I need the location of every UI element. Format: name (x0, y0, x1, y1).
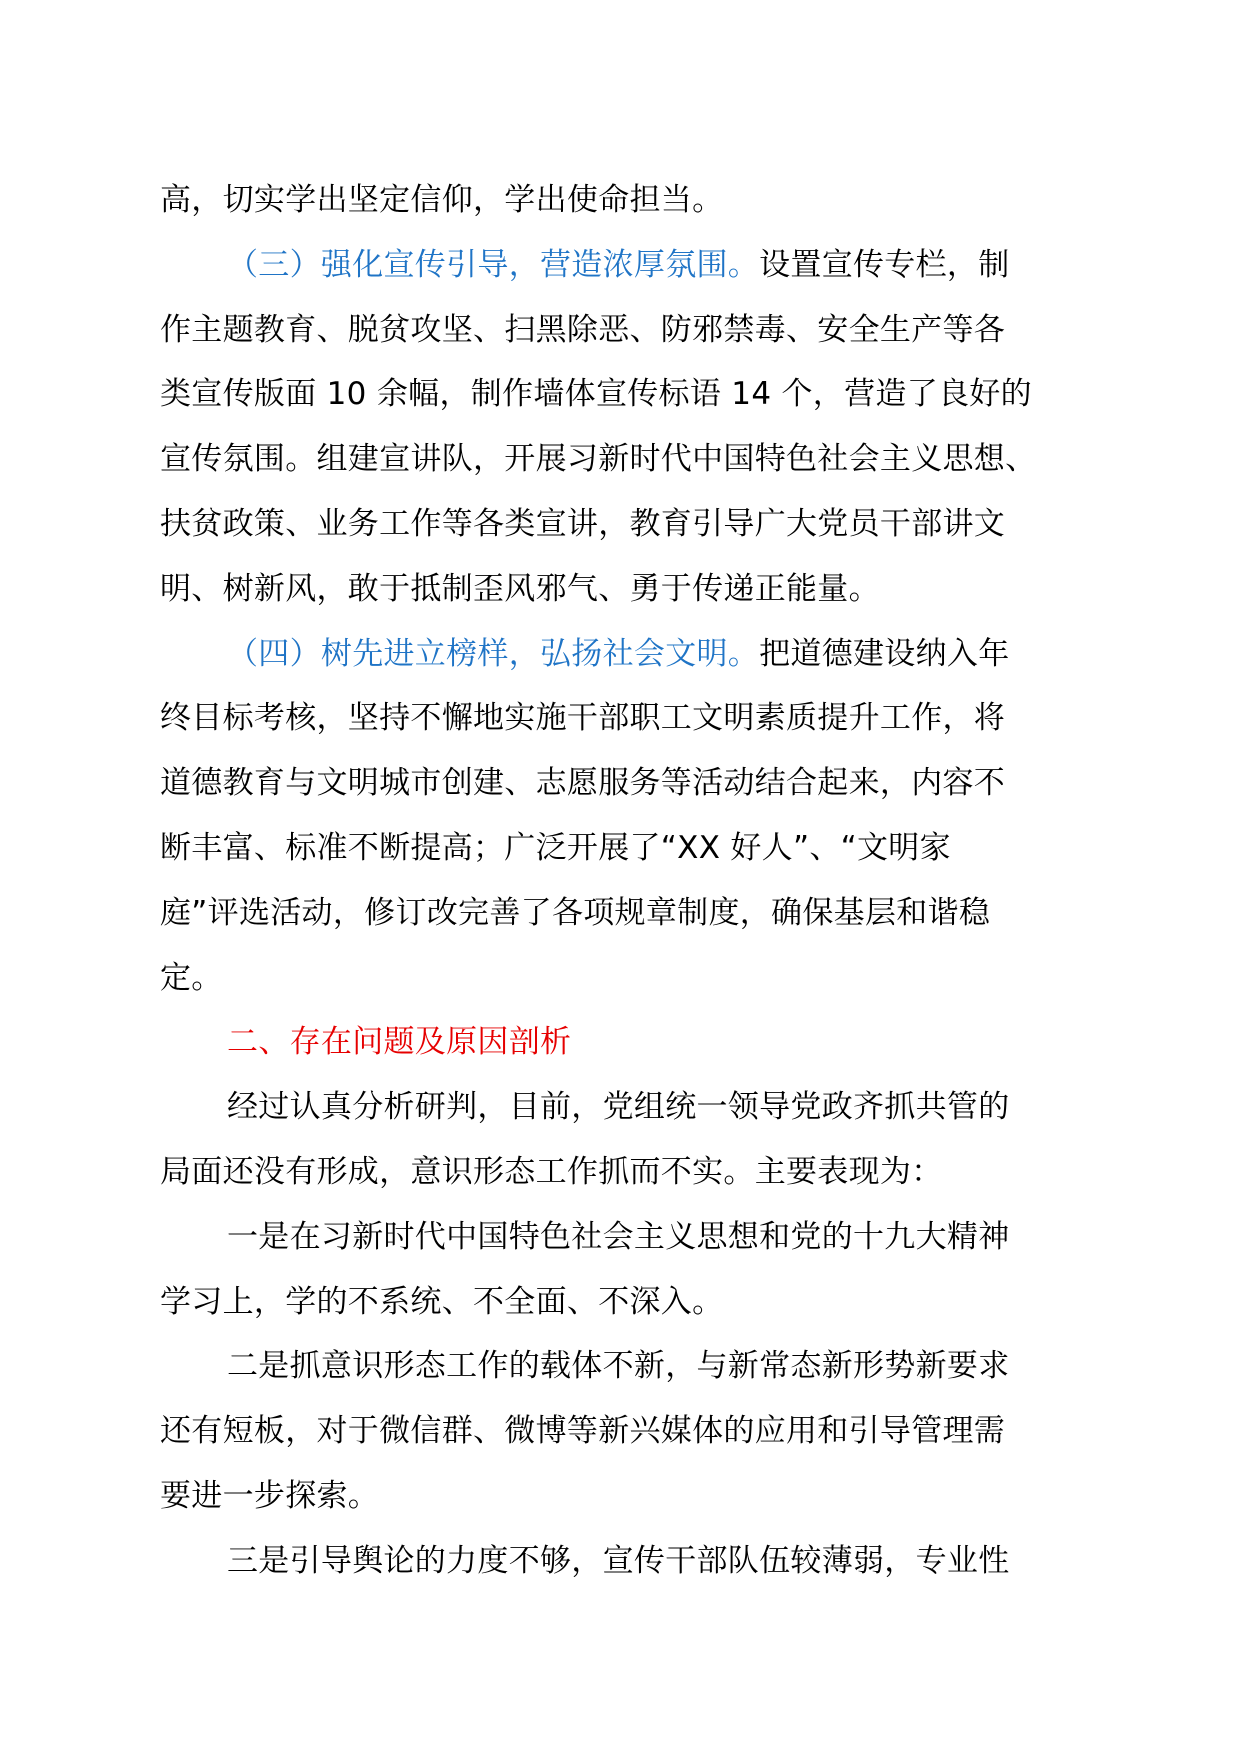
body-text: 设置宣传专栏，制 (759, 246, 1010, 283)
paragraph-start: 一是在习新时代中国特色社会主义思想和党的十九大精神 (227, 1218, 1010, 1255)
body-text-line: 终目标考核，坚持不懈地实施干部职工文明素质提升工作，将 (160, 700, 1006, 737)
body-text-line: 道德教育与文明城市创建、志愿服务等活动结合起来，内容不 (160, 765, 1006, 802)
body-text-line: 高，切实学出坚定信仰，学出使命担当。 (160, 182, 724, 218)
subsection-paragraph-start (160, 233, 1100, 298)
paragraph-start: 二是抓意识形态工作的载体不新，与新常态新形势新要求 (227, 1348, 1010, 1385)
paragraph-start: 三是引导舆论的力度不够，宣传干部队伍较薄弱，专业性 (227, 1542, 1010, 1579)
body-text-line: 断丰富、标准不断提高；广泛开展了“XX 好人”、“文明家 (160, 829, 951, 866)
body-text-line: 局面还没有形成，意识形态工作抓而不实。主要表现为： (160, 1153, 943, 1190)
document-page (160, 168, 1100, 1594)
body-text-line: 宣传氛围。组建宣讲队，开展习新时代中国特色社会主义思想、 (160, 441, 1037, 478)
body-text-line: 明、树新风，敢于抵制歪风邪气、勇于传递正能量。 (160, 570, 880, 607)
body-text-line: 学习上，学的不系统、不全面、不深入。 (160, 1283, 724, 1320)
body-text-line: 要进一步探索。 (160, 1477, 380, 1514)
body-text-line: 扶贫政策、业务工作等各类宣讲，教育引导广大党员干部讲文 (160, 505, 1006, 542)
body-text-line: 作主题教育、脱贫攻坚、扫黑除恶、防邪禁毒、安全生产等各 (160, 311, 1006, 348)
subsection-heading: （三）强化宣传引导，营造浓厚氛围。 (227, 246, 760, 283)
paragraph-start: 经过认真分析研判，目前，党组统一领导党政齐抓共管的 (227, 1089, 1010, 1126)
body-text-line: 类宣传版面 10 余幅，制作墙体宣传标语 14 个，营造了良好的 (160, 376, 1032, 413)
body-text-line: 庭”评选活动，修订改完善了各项规章制度，确保基层和谐稳 (160, 894, 991, 931)
body-text-line: 定。 (160, 959, 223, 996)
section-heading: 二、存在问题及原因剖析 (227, 1024, 572, 1061)
subsection-paragraph-start (160, 622, 1100, 687)
body-text-line: 还有短板，对于微信群、微博等新兴媒体的应用和引导管理需 (160, 1413, 1006, 1450)
body-text: 把道德建设纳入年 (759, 635, 1010, 672)
subsection-heading: （四）树先进立榜样，弘扬社会文明。 (227, 635, 760, 672)
